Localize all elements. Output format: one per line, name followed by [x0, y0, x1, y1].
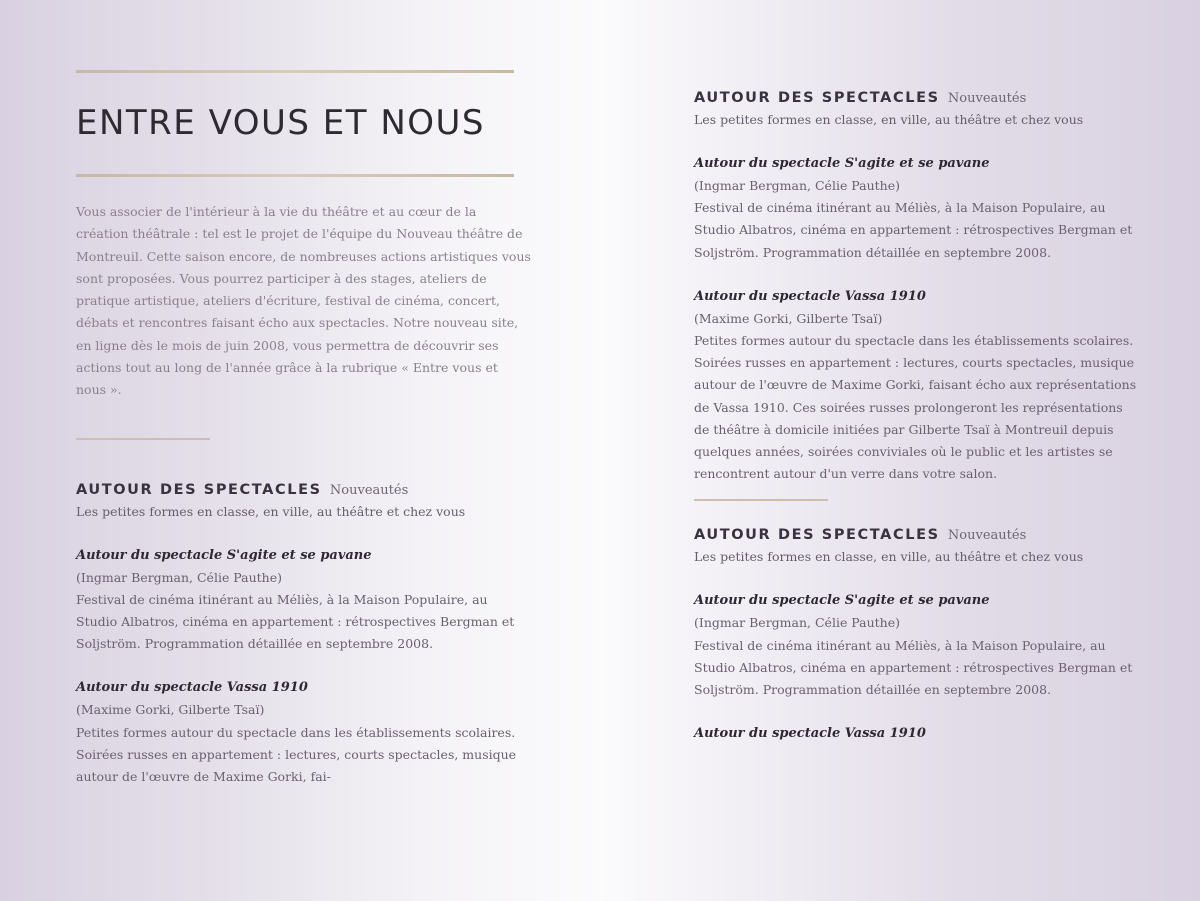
section-heading: [694, 525, 1139, 546]
item-title: Autour du spectacle Vassa 1910: [694, 726, 926, 742]
item-credits: (Ingmar Bergman, Célie Pauthe): [694, 178, 901, 193]
item-body: Festival de cinéma itinérant au Méliès, à la Maison Populaire, au Studio Albatros, cinéma en appartement : rétrospectives Bergman et Soljström. Programmation détaillée en septembre 2008.: [76, 591, 515, 652]
item-title: Autour du spectacle Vassa 1910: [76, 680, 308, 696]
section-autour-2: [694, 525, 1139, 745]
item-body: Festival de cinéma itinérant au Méliès, à la Maison Populaire, au Studio Albatros, cinéma en appartement : rétrospectives Bergman et Soljström. Programmation détaillée en septembre 2008.: [694, 200, 1133, 260]
title-rule-bottom: [76, 174, 514, 177]
section-heading-tag: Nouveautés: [947, 528, 1027, 544]
section-subheading: Les petites formes en classe, en ville, au théâtre et chez vous: [694, 549, 1084, 565]
item-body: Petites formes autour du spectacle dans les établissements scolaires. Soirées russes en appartement : lectures, courts spectacles, musique autour de l'œuvre de Maxime Gorki, faisant écho aux représentations de Vassa 1910. Ces soirées russes prolongeront les représentations de théâtre à domicile initiées par Gilberte Tsaï à Montreuil depuis quelques années, soirées conviviales où le public et les artistes se rencontrent autour d'un verre dans votre salon.: [694, 333, 1137, 482]
title-rule-top: [76, 70, 514, 73]
section-autour: [76, 480, 531, 789]
item-title: Autour du spectacle S'agite et se pavane: [694, 593, 990, 609]
page-title: ENTRE VOUS ET NOUS: [76, 103, 486, 143]
section-heading: [76, 480, 531, 501]
intro-paragraph: Vous associer de l'intérieur à la vie du théâtre et au cœur de la création théâtrale : tel est le projet de l'équipe du Nouveau théâtre de Montreuil. Cette saison encore, de nombreuses actions artistiques vous sont proposées. Vous pourrez participer à des stages, ateliers de pratique artistique, ateliers d'écriture, festival de cinéma, concert, débats et rencontres faisant écho aux spectacles. Notre nouveau site, en ligne dès le mois de juin 2008, vous permettra de découvrir ses actions tout au long de l'année grâce à la rubrique « Entre vous et nous ».: [76, 204, 531, 398]
item-body: Festival de cinéma itinérant au Méliès, à la Maison Populaire, au Studio Albatros, cinéma en appartement : rétrospectives Bergman et Soljström. Programmation détaillée en septembre 2008.: [694, 637, 1133, 698]
item-credits: (Ingmar Bergman, Célie Pauthe): [76, 569, 283, 585]
section-heading-tag: Nouveautés: [329, 482, 409, 498]
section-divider: [76, 438, 210, 440]
item-title: Autour du spectacle Vassa 1910: [694, 288, 926, 304]
left-column: [76, 70, 531, 788]
section-subheading: Les petites formes en classe, en ville, au théâtre et chez vous: [694, 112, 1084, 127]
section-heading-tag: Nouveautés: [947, 91, 1027, 106]
section-heading-caps: AUTOUR DES SPECTACLES: [76, 481, 322, 498]
section-heading-caps: AUTOUR DES SPECTACLES: [694, 90, 940, 106]
item-credits: (Maxime Gorki, Gilberte Tsaï): [76, 702, 265, 718]
right-column: [694, 88, 1139, 745]
item-credits: (Maxime Gorki, Gilberte Tsaï): [694, 310, 883, 326]
section-subheading: Les petites formes en classe, en ville, au théâtre et chez vous: [76, 503, 466, 519]
section-divider: [694, 499, 828, 501]
item-credits: (Ingmar Bergman, Célie Pauthe): [694, 615, 901, 631]
section-autour-1: [694, 88, 1139, 485]
item-body: Petites formes autour du spectacle dans les établissements scolaires. Soirées russes en appartement : lectures, courts spectacles, musique autour de l'œuvre de Maxime Gorki, fai-: [76, 724, 517, 785]
section-heading: [694, 88, 1139, 109]
item-title: Autour du spectacle S'agite et se pavane: [694, 156, 990, 171]
section-heading-caps: AUTOUR DES SPECTACLES: [694, 527, 940, 544]
item-title: Autour du spectacle S'agite et se pavane: [76, 547, 372, 563]
